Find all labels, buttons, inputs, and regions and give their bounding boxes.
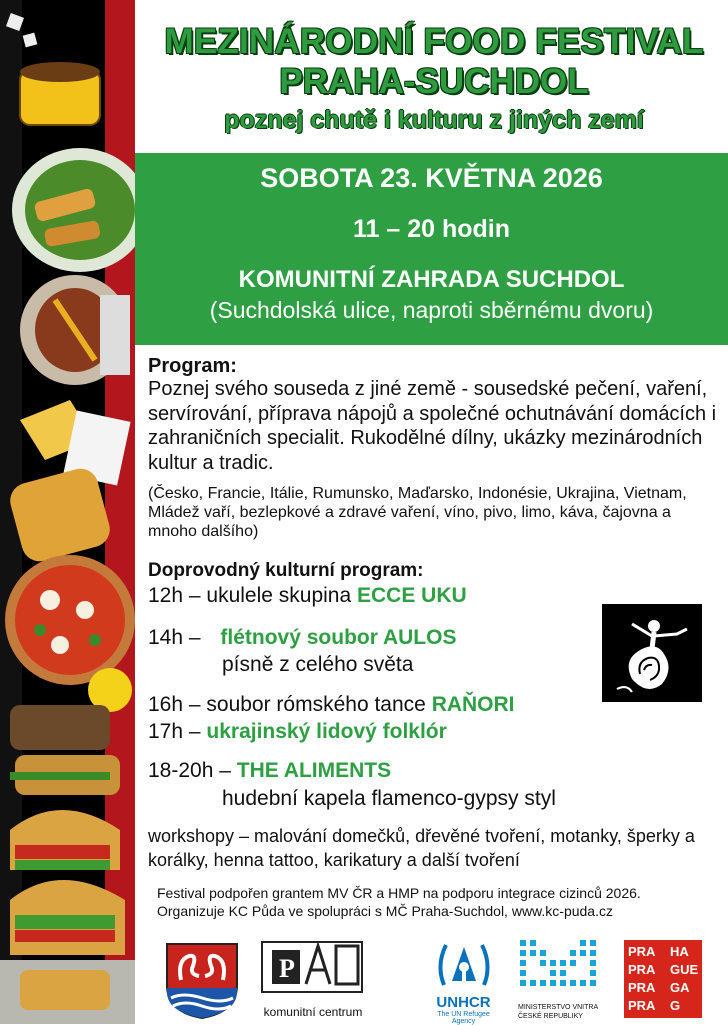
culture-item-time: 18-20h – (148, 759, 237, 782)
program-description: Poznej svého souseda z jiné země - sousedské pečení, vaření, servírování, příprava nápojů a společné ochutnávání domácích i zahraničních specialit. Rukodělné dílny, ukázky mezinárodních kultur a tradic. (148, 378, 717, 474)
culture-item-time: 12h – ukulele skupina (148, 584, 357, 607)
culture-item-time: 17h – (148, 720, 207, 743)
culture-item-2 (148, 626, 456, 650)
culture-item-sub: hudební kapela flamenco-gypsy styl (222, 787, 556, 810)
puda-caption: komunitní centrum (263, 1005, 363, 1019)
praha-logo-cell: PRA (628, 962, 656, 977)
unhcr-tagline: The UN Refugee Agency (437, 1011, 490, 1025)
festival-title: MEZINÁRODNÍ FOOD FESTIVAL (164, 22, 704, 61)
culture-item-name: ECCE UKU (357, 584, 467, 607)
culture-item-1 (148, 584, 467, 608)
praha-logo-cell: GA (670, 980, 690, 995)
praha-logo-cell: PRA (628, 998, 656, 1013)
workshops-text: workshopy – malování domečků, dřevěné tvoření, motanky, šperky a korálky, henna tattoo, karikatury a další tvoření (148, 826, 695, 870)
funding-footnote (157, 884, 717, 920)
festival-location-title: PRAHA-SUCHDOL (279, 62, 589, 101)
culture-item-time: 14h – (148, 626, 207, 649)
kc-puda-logo (258, 932, 368, 1018)
culture-item-name: flétnový soubor AULOS (220, 626, 457, 649)
praha-logo (624, 940, 702, 1018)
culture-item-3 (148, 693, 515, 717)
ministry-name-line1: MINISTERSTVO VNITRA (518, 1004, 599, 1011)
food-illustration-strip (0, 0, 135, 1024)
event-address: (Suchdolská ulice, naproti sběrnému dvoru) (209, 297, 654, 323)
unhcr-name: UNHCR (436, 994, 491, 1011)
culture-heading: Doprovodný kulturní program: (148, 560, 424, 581)
praha-logo-cell: HA (670, 944, 689, 959)
organizer-line: Organizuje KC Půda ve spolupráci s MČ Praha-Suchdol, www.kc-puda.cz (157, 903, 613, 919)
culture-item-time: 16h – soubor rómského tance (148, 693, 432, 716)
praha-logo-cell: G (670, 998, 681, 1013)
food-illustration (0, 0, 135, 1024)
event-info-banner (135, 153, 728, 345)
culture-item-5 (148, 759, 391, 783)
praha-logo-cell: PRA (628, 980, 656, 995)
culture-item-sub: písně z celého světa (222, 653, 414, 676)
festival-subtitle: poznej chutě i kulturu z jiných zemí (224, 106, 644, 134)
dancer-icon (602, 604, 702, 702)
program-heading: Program: (148, 355, 237, 377)
funding-line: Festival podpořen grantem MV ČR a HMP na podporu integrace cizinců 2026. (157, 885, 641, 901)
culture-item-4 (148, 720, 447, 744)
event-place: KOMUNITNÍ ZAHRADA SUCHDOL (238, 266, 625, 293)
culture-item-name: RAŇORI (431, 693, 515, 716)
suchdol-coat-of-arms-logo (163, 940, 241, 1020)
event-date: SOBOTA 23. KVĚTNA 2026 (260, 163, 603, 193)
culture-item-name: ukrajinský lidový folklór (206, 720, 447, 743)
unhcr-logo (426, 935, 501, 1025)
program-countries: (Česko, Francie, Itálie, Rumunsko, Maďarsko, Indonésie, Ukrajina, Vietnam, Mládež vaří, bezlepkové a zdravé vaření, víno, pivo, limo, káva, čajovna a mnoho dalšího) (148, 485, 687, 540)
puda-letter: P (279, 954, 295, 983)
praha-logo-cell: PRA (628, 944, 656, 959)
praha-logo-cell: GUE (670, 962, 699, 977)
ministry-interior-logo (518, 938, 603, 1022)
ministry-name-line2: ČESKÉ REPUBLIKY (518, 1013, 583, 1020)
culture-item-name: THE ALIMENTS (236, 759, 392, 782)
event-time: 11 – 20 hodin (352, 215, 510, 243)
